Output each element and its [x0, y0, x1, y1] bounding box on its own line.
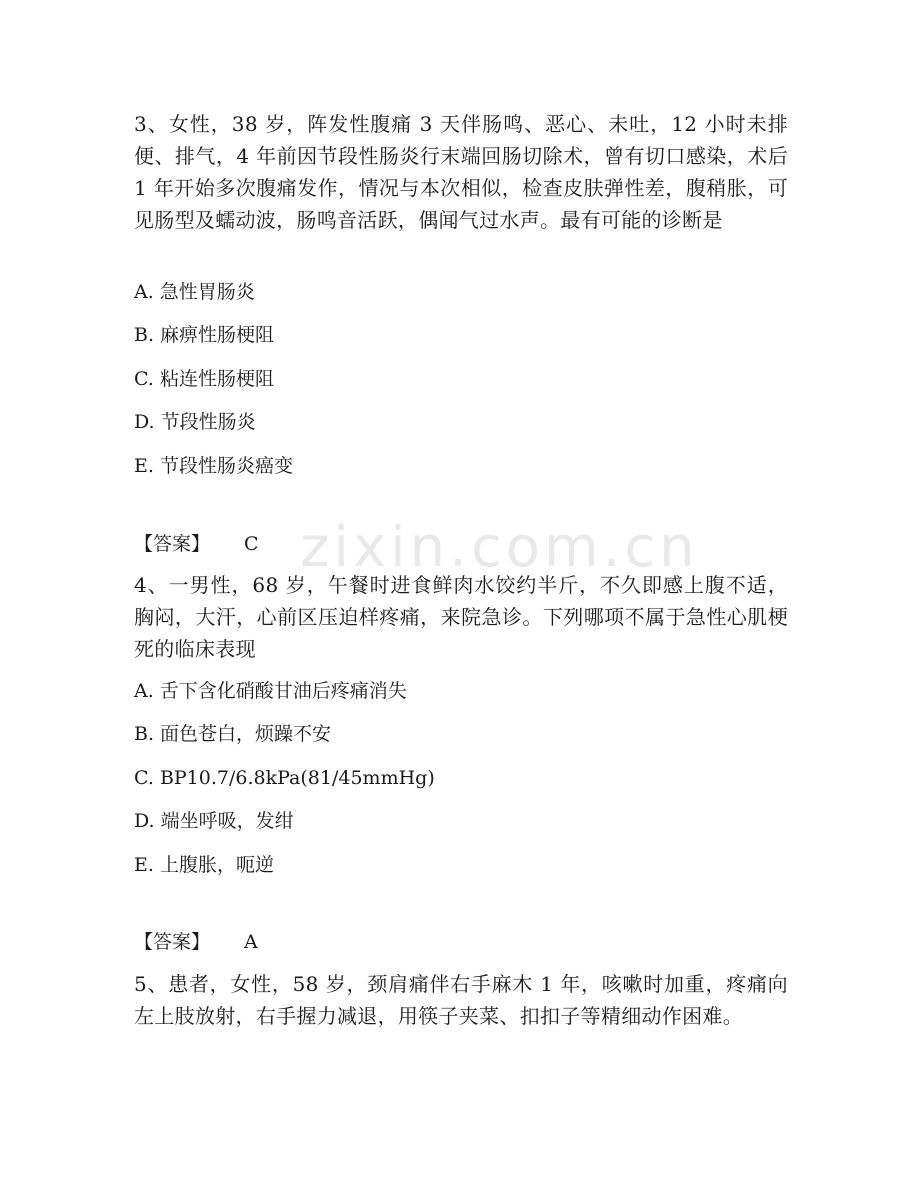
answer-value: A: [244, 931, 258, 953]
option-c: C. BP10.7/6.8kPa(81/45mmHg): [134, 767, 435, 789]
answer-line: [134, 532, 259, 556]
answer-label: 【答案】: [134, 931, 211, 953]
question-3: [134, 108, 788, 236]
option-c: C. 粘连性肠梗阻: [134, 368, 274, 390]
question-stem: 4、一男性，68 岁，午餐时进食鲜肉水饺约半斤，不久即感上腹不适，胸闷，大汗，心前区压迫样疼痛，来院急诊。下列哪项不属于急性心肌梗死的临床表现: [134, 573, 788, 661]
answer-line: [134, 930, 258, 954]
option-a: A. 舌下含化硝酸甘油后疼痛消失: [134, 680, 407, 702]
option-b: B. 麻痹性肠梗阻: [134, 324, 275, 346]
option-d: D. 端坐呼吸，发绀: [134, 810, 294, 832]
question-stem: 5、患者，女性，58 岁，颈肩痛伴右手麻木 1 年，咳嗽时加重，疼痛向左上肢放射，右手握力减退，用筷子夹菜、扣扣子等精细动作困难。: [134, 972, 788, 1028]
watermark: zixin.com.cn: [300, 515, 699, 580]
question-stem: 3、女性，38 岁，阵发性腹痛 3 天伴肠鸣、恶心、未吐，12 小时未排便、排气，4 年前因节段性肠炎行末端回肠切除术，曾有切口感染，术后 1 年开始多次腹痛发作，情况与本次相似，检查皮肤弹性差，腹稍胀，可见肠型及蠕动波，肠鸣音活跃，偶闻气过水声。最有可能的诊断是: [134, 112, 788, 232]
option-d: D. 节段性肠炎: [134, 411, 256, 433]
option-e: E. 节段性肠炎癌变: [134, 455, 293, 477]
answer-value: C: [244, 533, 259, 555]
option-a: A. 急性胃肠炎: [134, 281, 255, 303]
question-4: [134, 569, 788, 665]
question-5: [134, 968, 788, 1032]
option-b: B. 面色苍白，烦躁不安: [134, 723, 332, 745]
option-e: E. 上腹胀，呃逆: [134, 854, 274, 876]
answer-label: 【答案】: [134, 533, 211, 555]
